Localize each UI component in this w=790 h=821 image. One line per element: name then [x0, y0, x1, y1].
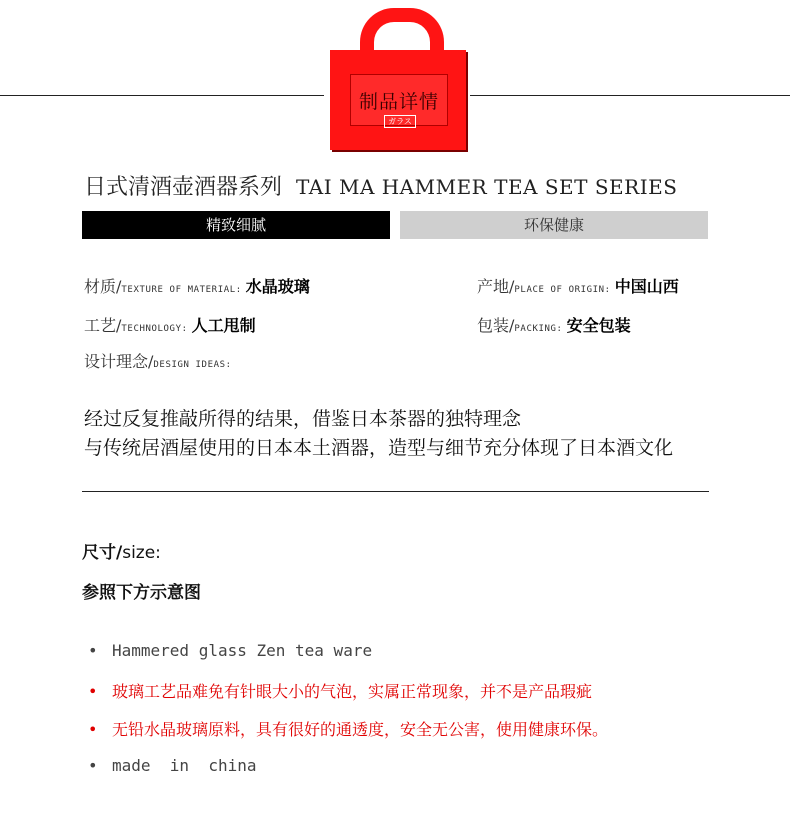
bullet-icon: • — [88, 720, 98, 739]
attr-material: 材质/TEXTURE OF MATERIAL: 水晶玻璃 — [84, 277, 310, 296]
badge-subtitle: ガラス — [384, 115, 416, 128]
attr-design: 设计理念/DESIGN IDEAS: — [84, 352, 232, 371]
bullet-icon: • — [88, 756, 98, 775]
technology-value: 人工甩制 — [191, 316, 256, 335]
bullet-icon: • — [88, 682, 98, 701]
size-note: 参照下方示意图 — [82, 583, 201, 603]
bullet-item: • Hammered glass Zen tea ware — [88, 641, 373, 660]
material-value: 水晶玻璃 — [245, 277, 310, 296]
feature-bar-eco: 环保健康 — [400, 211, 708, 239]
bullet-item: • made in china — [88, 756, 257, 775]
attr-packing: 包装/PACKING: 安全包装 — [477, 316, 631, 335]
bullet-item: • 玻璃工艺品难免有针眼大小的气泡，实属正常现象，并不是产品瑕疵 — [88, 682, 593, 701]
header-line-left — [0, 95, 324, 96]
attr-origin: 产地/PLACE OF ORIGIN: 中国山西 — [477, 277, 679, 296]
bullet-icon: • — [88, 641, 98, 660]
heading-en: TAI MA HAMMER TEA SET SERIES — [296, 175, 678, 199]
description-line-2: 与传统居酒屋使用的日本本土酒器，造型与细节充分体现了日本酒文化 — [84, 437, 674, 459]
bag-label — [350, 74, 448, 126]
origin-value: 中国山西 — [614, 277, 679, 296]
size-label: 尺寸/size: — [82, 543, 161, 563]
shopping-bag-badge — [330, 8, 466, 150]
header-line-right — [470, 95, 790, 96]
badge-title: 制品详情 — [358, 91, 439, 113]
section-divider — [82, 491, 709, 492]
attr-technology: 工艺/TECHNOLOGY: 人工甩制 — [84, 316, 256, 335]
feature-bar-fine: 精致细腻 — [82, 211, 390, 239]
description-line-1: 经过反复推敲所得的结果，借鉴日本茶器的独特理念 — [84, 408, 522, 430]
packing-value: 安全包装 — [566, 316, 631, 335]
bullet-item: • 无铅水晶玻璃原料，具有很好的通透度，安全无公害，使用健康环保。 — [88, 720, 609, 739]
heading-zh: 日式清酒壶酒器系列 — [84, 175, 283, 200]
series-heading — [84, 170, 677, 201]
